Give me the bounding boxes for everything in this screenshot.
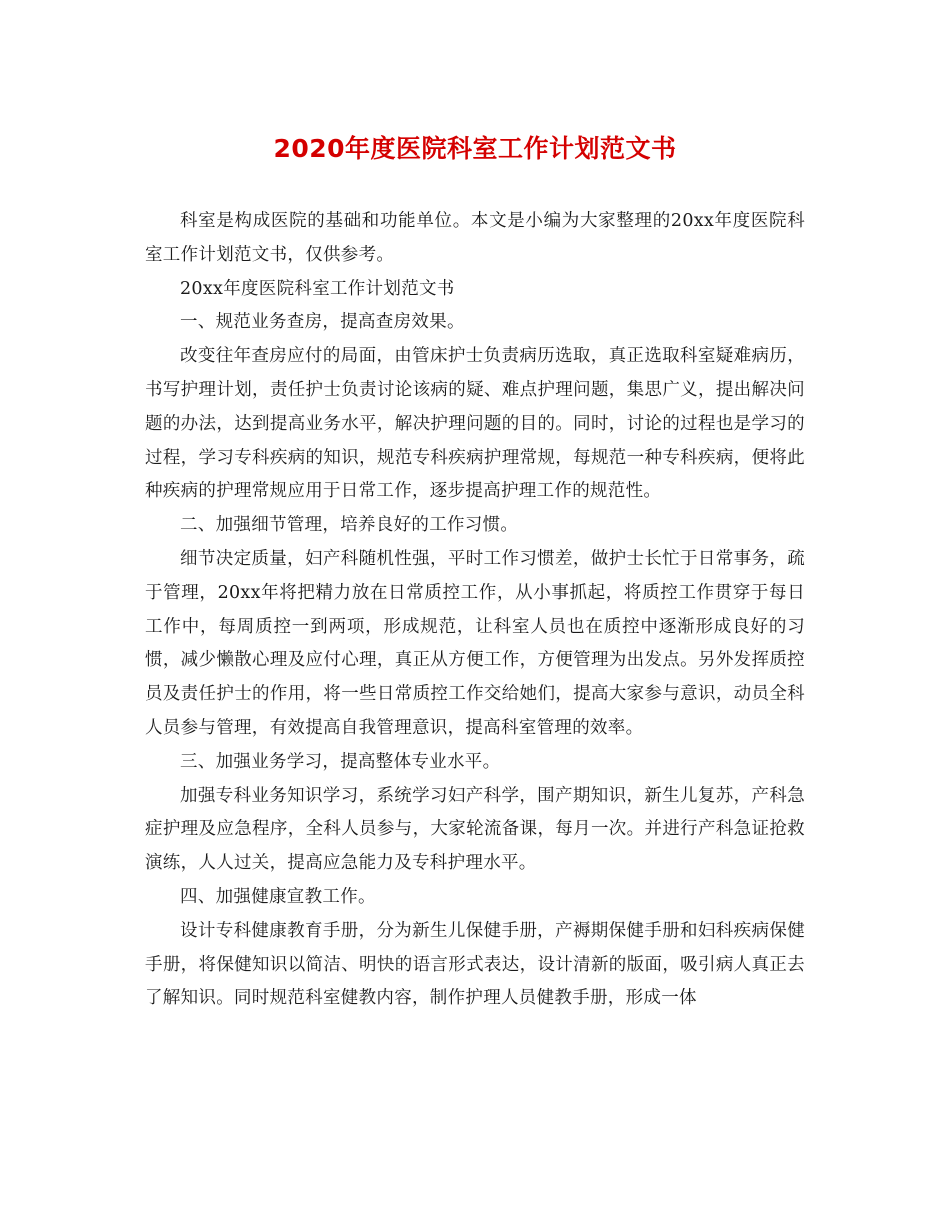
paragraph-subtitle: 20xx年度医院科室工作计划范文书 <box>180 278 455 299</box>
paragraph-section-2: 细节决定质量，妇产科随机性强，平时工作习惯差，做护士长忙于日常事务，疏于管理，20xx年将把精力放在日常质控工作，从小事抓起，将质控工作贯穿于每日工作中，每周质控一到两项，形成规范，让科室人员也在质控中逐渐形成良好的习惯，减少懒散心理及应付心理，真正从方便工作，方便管理为出发点。另外发挥质控员及责任护士的作用，将一些日常质控工作交给她们，提高大家参与意识，动员全科人员参与管理，有效提高自我管理意识，提高科室管理的效率。 <box>145 548 805 738</box>
paragraph-intro: 科室是构成医院的基础和功能单位。本文是小编为大家整理的20xx年度医院科室工作计划范文书，仅供参考。 <box>145 211 805 265</box>
section-heading-2: 二、加强细节管理，培养良好的工作习惯。 <box>180 515 519 536</box>
section-heading-1: 一、规范业务查房，提高查房效果。 <box>180 312 465 333</box>
paragraph-section-3: 加强专科业务知识学习，系统学习妇产科学，围产期知识，新生儿复苏，产科急症护理及应急程序，全科人员参与，大家轮流备课，每月一次。并进行产科急证抢救演练，人人过关，提高应急能力及专科护理水平。 <box>145 785 805 874</box>
paragraph-section-4: 设计专科健康教育手册，分为新生儿保健手册，产褥期保健手册和妇科疾病保健手册，将保健知识以简洁、明快的语言形式表达，设计清新的版面，吸引病人真正去了解知识。同时规范科室健教内容，制作护理人员健教手册，形成一体 <box>145 920 805 1009</box>
section-heading-3: 三、加强业务学习，提高整体专业水平。 <box>180 751 501 772</box>
document-body <box>145 205 805 1016</box>
document-title: 2020年度医院科室工作计划范文书 <box>273 134 677 163</box>
paragraph-section-1: 改变往年查房应付的局面，由管床护士负责病历选取，真正选取科室疑难病历，书写护理计划，责任护士负责讨论该病的疑、难点护理问题，集思广义，提出解决问题的办法，达到提高业务水平，解决护理问题的目的。同时，讨论的过程也是学习的过程，学习专科疾病的知识，规范专科疾病护理常规，每规范一种专科疾病，便将此种疾病的护理常规应用于日常工作，逐步提高护理工作的规范性。 <box>145 346 805 502</box>
section-heading-4: 四、加强健康宣教工作。 <box>180 886 376 907</box>
